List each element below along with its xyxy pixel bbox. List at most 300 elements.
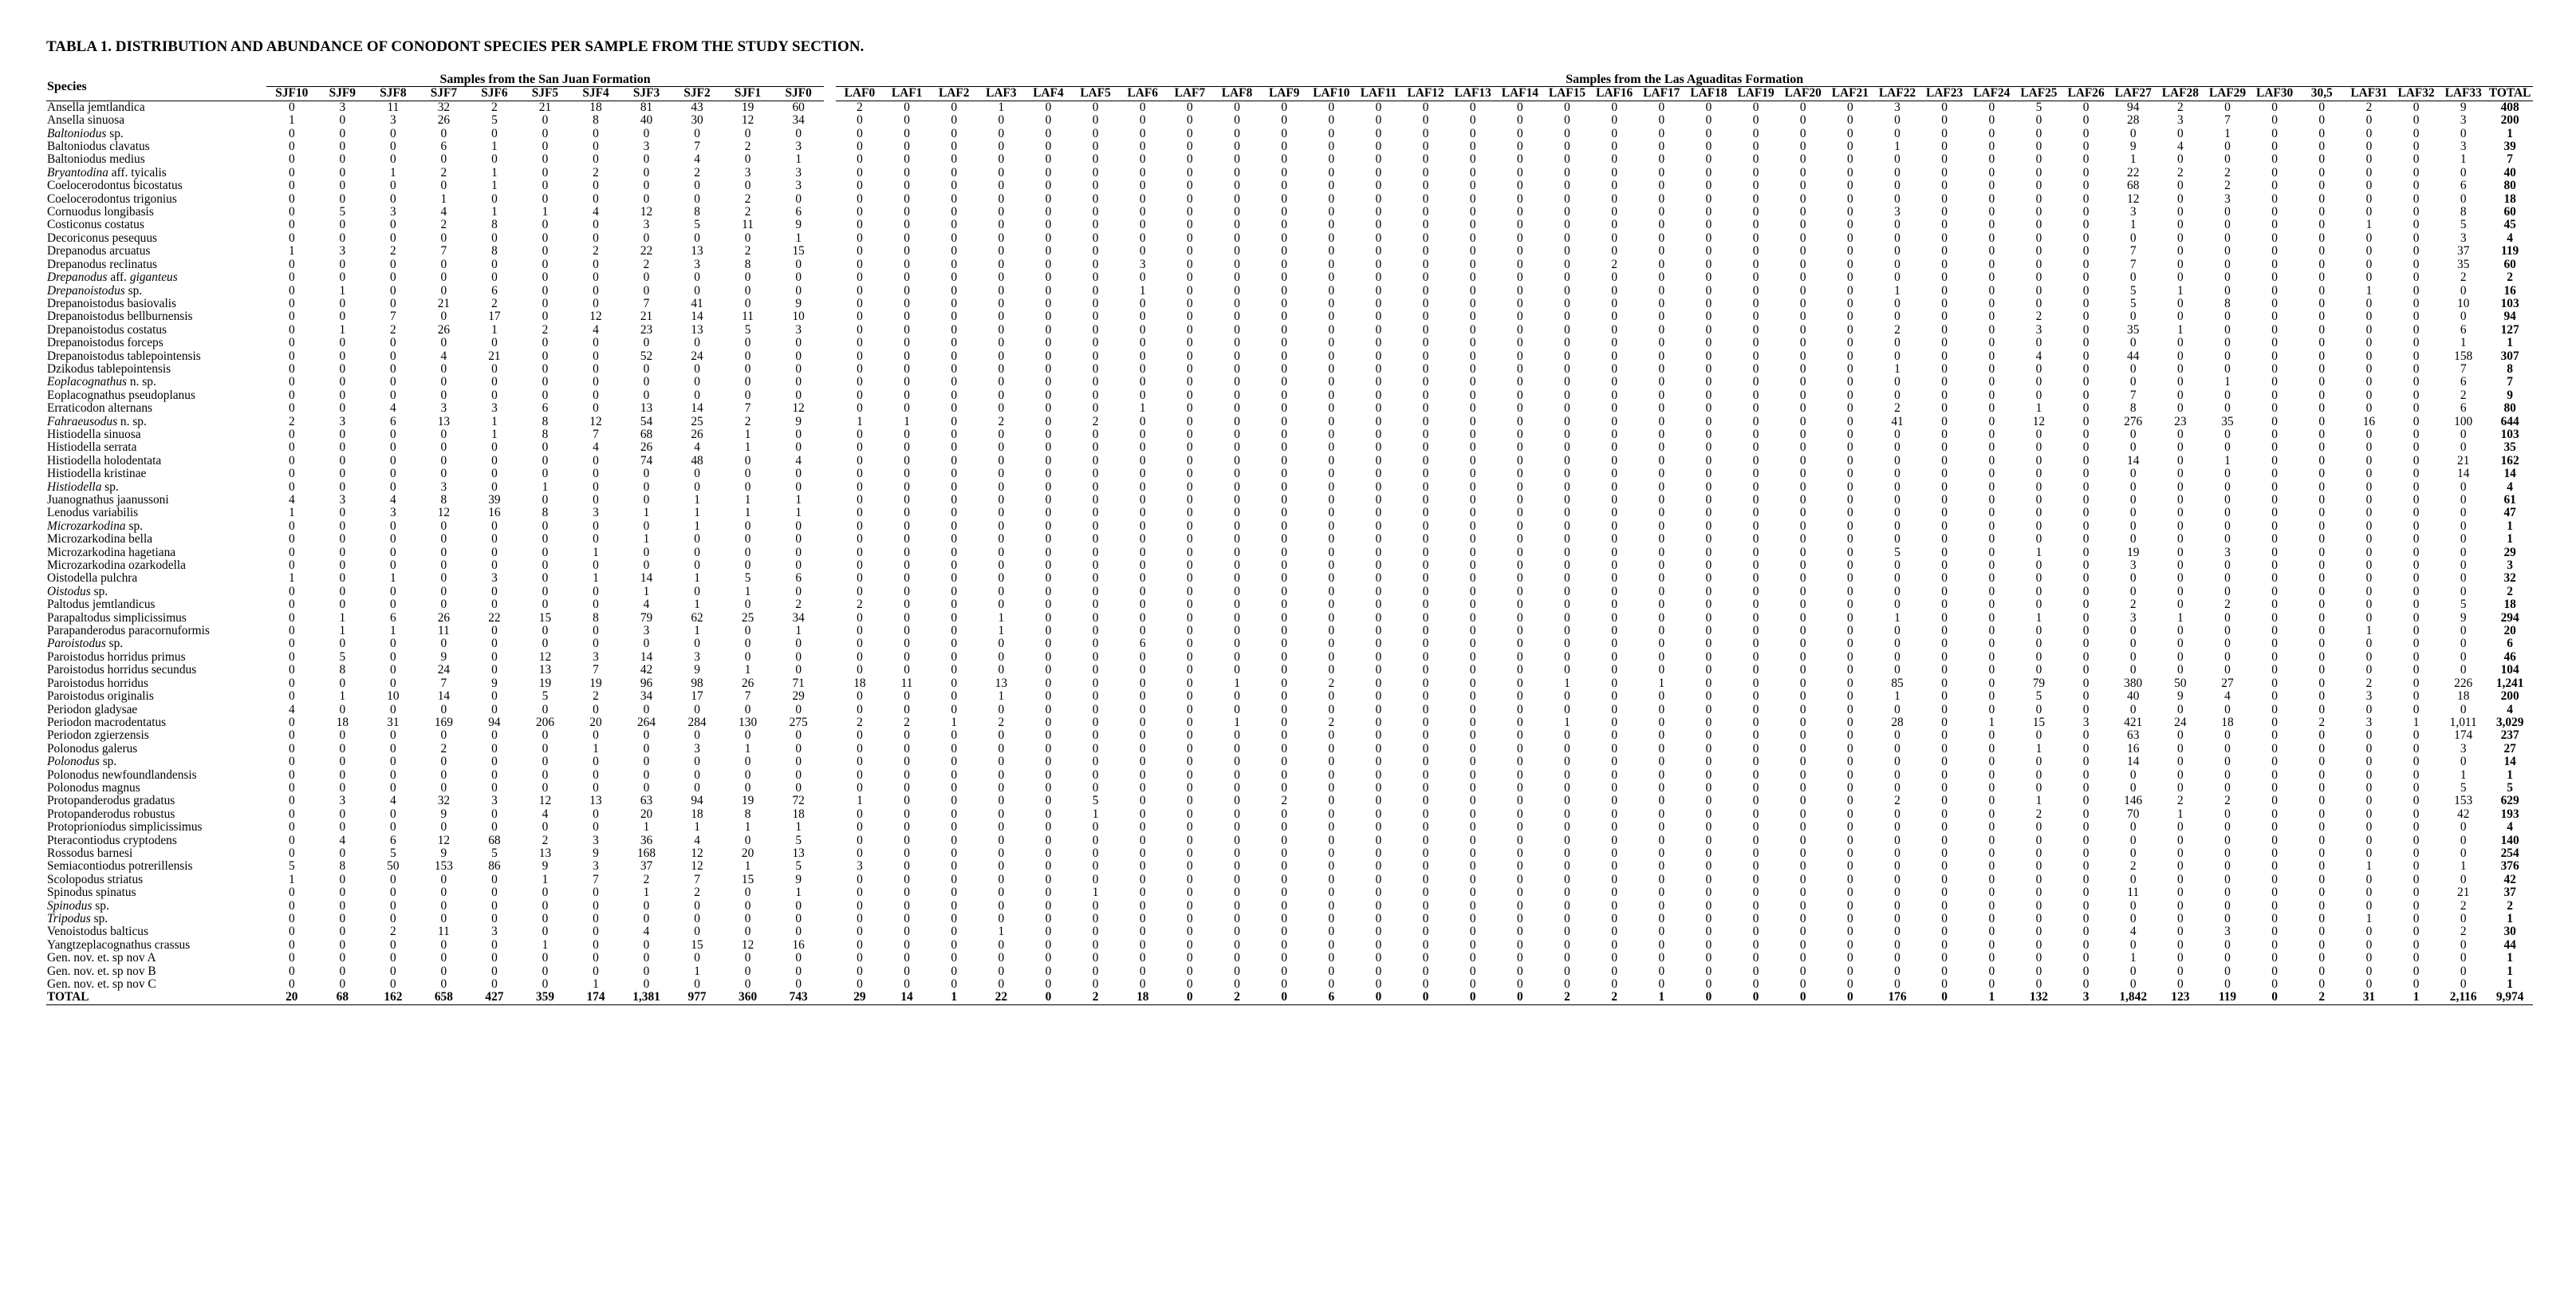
count-cell: 0 [1988,219,1995,232]
count-cell: 0 [288,559,295,573]
count-cell: 1 [795,507,802,520]
count-cell: 0 [795,546,802,559]
count-cell: 0 [339,271,346,285]
count-cell: 0 [1281,873,1288,886]
count-cell: 0 [1139,114,1146,128]
count-cell: 0 [1234,402,1240,416]
count-cell: 0 [1092,297,1099,310]
count-cell: 0 [1847,376,1853,389]
count-cell: 0 [2365,572,2373,586]
count-cell: 0 [1941,180,1948,193]
count-cell: 0 [2413,611,2420,625]
count-cell: 0 [1705,310,1712,324]
count-cell: 0 [390,756,396,769]
count-cell: 0 [1092,703,1099,716]
count-cell: 0 [2413,546,2420,559]
count-cell: 0 [2224,271,2231,285]
count-cell: 0 [2271,480,2278,494]
count-cell: 0 [1281,166,1288,180]
count-cell: 0 [1469,231,1476,245]
column-header: LAF25 [2015,87,2062,101]
count-cell: 0 [2318,703,2326,716]
count-cell: 0 [1658,965,1665,978]
count-cell: 0 [2035,978,2042,992]
count-cell: 0 [904,938,910,952]
count-cell: 0 [1517,284,1523,298]
count-cell: 0 [1517,690,1523,704]
column-header: SJF4 [570,87,621,101]
count-cell: 0 [857,925,863,939]
group-gap [824,808,836,821]
count-cell: 0 [1375,625,1382,638]
count-cell: 12 [691,860,703,874]
count-cell: 0 [1469,965,1476,978]
count-cell: 0 [2082,899,2090,913]
count-cell: 0 [2177,271,2184,285]
count-cell: 0 [1281,978,1288,992]
count-cell: 0 [339,258,346,271]
count-cell: 0 [795,781,802,795]
count-cell: 35 [2457,258,2470,271]
count-cell: 0 [1328,153,1335,167]
count-cell: 0 [1799,611,1806,625]
count-cell: 0 [1517,468,1523,481]
count-cell: 1 [1564,677,1570,690]
count-cell: 0 [339,507,346,520]
count-cell: 0 [1517,925,1523,939]
count-cell: 0 [2271,690,2278,704]
species-name: Microzarkodina sp. [47,519,143,533]
count-cell: 0 [542,821,549,835]
count-cell: 276 [2124,415,2143,428]
count-cell: 14 [640,572,653,586]
count-cell: 0 [1281,192,1288,206]
count-cell: 0 [1847,703,1853,716]
count-cell: 0 [1139,742,1146,756]
count-cell: 0 [2082,821,2090,835]
count-cell: 0 [904,284,910,298]
count-cell: 0 [998,362,1005,376]
count-cell: 0 [2035,376,2042,389]
count-cell: 0 [2224,821,2231,835]
count-cell: 4 [440,206,447,219]
count-cell: 0 [1517,637,1523,651]
count-cell: 0 [1234,703,1240,716]
count-cell: 0 [1705,952,1712,965]
count-cell: 0 [1847,965,1853,978]
count-cell: 0 [440,572,447,586]
count-cell: 123 [2157,991,2204,1004]
count-cell: 0 [2318,127,2326,140]
count-cell: 0 [1328,886,1335,900]
count-cell: 16 [2127,742,2140,756]
count-cell: 8 [339,664,346,677]
count-cell: 0 [288,258,295,271]
column-header: LAF13 [1449,87,1496,101]
count-cell: 1 [744,821,751,835]
count-cell: 0 [1187,258,1193,271]
count-cell: 0 [2365,180,2373,193]
count-cell: 42 [2457,807,2470,821]
count-cell: 0 [491,664,498,677]
count-cell: 0 [1045,428,1052,441]
count-cell: 12 [589,415,602,428]
count-cell: 0 [1705,546,1712,559]
count-cell: 0 [1281,781,1288,795]
count-cell: 0 [694,899,700,913]
count-cell: 0 [288,376,295,389]
count-cell: 0 [2177,846,2184,860]
count-cell: 0 [951,402,958,416]
count-cell: 0 [593,454,599,468]
count-cell: 21 [640,310,653,324]
species-name: Polonodus magnus [47,781,140,795]
count-cell: 0 [339,376,346,389]
count-cell: 0 [1799,153,1806,167]
count-cell: 0 [1045,821,1052,835]
count-cell: 0 [2177,664,2184,677]
count-cell: 0 [1799,834,1806,847]
count-cell: 0 [1328,965,1335,978]
count-cell: 0 [1799,742,1806,756]
count-cell: 0 [795,637,802,651]
count-cell: 0 [440,376,447,389]
count-cell: 3 [339,101,346,114]
count-cell: 0 [1988,690,1995,704]
count-cell: 0 [1234,781,1240,795]
count-cell: 0 [1328,598,1335,612]
count-cell: 0 [2035,598,2042,612]
count-cell: 0 [1752,519,1759,533]
table-row [46,743,2533,756]
count-cell: 0 [2271,389,2278,402]
count-cell: 0 [1045,913,1052,925]
count-cell: 0 [1799,756,1806,769]
count-cell: 0 [1281,637,1288,651]
count-cell: 0 [1941,834,1948,847]
count-cell: 0 [1705,323,1712,337]
count-cell: 0 [998,310,1005,324]
count-cell: 0 [440,231,447,245]
count-cell: 0 [1847,454,1853,468]
count-cell: 0 [390,637,396,651]
count-cell: 0 [2413,507,2420,520]
count-cell: 0 [2413,310,2420,324]
count-cell: 0 [2082,192,2090,206]
count-cell: 2 [904,716,910,729]
count-cell: 0 [491,756,498,769]
count-cell: 0 [542,952,549,965]
count-cell: 85 [1891,677,1904,690]
count-cell: 1 [795,494,802,507]
count-cell: 0 [288,166,295,180]
count-cell: 6 [390,611,396,625]
count-cell: 0 [2082,795,2090,808]
count-cell: 0 [1564,376,1570,389]
count-cell: 0 [2035,938,2042,952]
count-cell: 0 [1422,611,1429,625]
count-cell: 0 [1139,598,1146,612]
count-cell: 0 [1611,677,1618,690]
count-cell: 0 [1847,494,1853,507]
count-cell: 0 [593,468,599,481]
count-cell: 0 [339,231,346,245]
count-cell: 0 [1611,559,1618,573]
count-cell: 0 [2082,454,2090,468]
count-cell: 0 [1469,454,1476,468]
count-cell: 0 [2082,507,2090,520]
count-cell: 86 [488,860,501,874]
count-cell: 0 [1469,598,1476,612]
count-cell: 32 [437,101,451,114]
count-cell: 0 [1988,846,1995,860]
count-cell: 0 [1281,245,1288,258]
count-cell: 0 [1611,886,1618,900]
count-cell: 0 [339,127,346,140]
count-cell: 0 [2318,454,2326,468]
count-cell: 0 [1799,402,1806,416]
group-gap [824,324,836,337]
count-cell: 0 [1894,389,1900,402]
count-cell: 0 [1234,807,1240,821]
count-cell: 0 [1281,297,1288,310]
count-cell: 0 [744,271,751,285]
count-cell: 0 [1517,899,1523,913]
count-cell: 3 [440,480,447,494]
count-cell: 0 [1564,153,1570,167]
total-cell: 200 [2500,690,2519,704]
count-cell: 0 [440,965,447,978]
count-cell: 0 [1139,729,1146,743]
count-cell: 13 [691,323,703,337]
count-cell: 1 [643,533,650,546]
count-cell: 0 [2365,598,2373,612]
count-cell: 977 [672,991,723,1004]
count-cell: 0 [1564,585,1570,598]
count-cell: 0 [1705,468,1712,481]
count-cell: 0 [2082,180,2090,193]
count-cell: 0 [1941,231,1948,245]
count-cell: 0 [1611,507,1618,520]
count-cell: 0 [593,389,599,402]
count-cell: 0 [1375,480,1382,494]
count-cell: 0 [1611,402,1618,416]
count-cell: 0 [1234,952,1240,965]
count-cell: 0 [1045,873,1052,886]
count-cell: 19 [538,677,552,690]
count-cell: 0 [1045,349,1052,363]
count-cell: 0 [904,231,910,245]
species-name: Microzarkodina hagetiana [47,546,176,559]
count-cell: 0 [795,585,802,598]
count-cell: 0 [1705,271,1712,285]
count-cell: 0 [1941,978,1948,992]
count-cell: 0 [744,231,751,245]
count-cell: 0 [1847,546,1853,559]
count-cell: 0 [1705,297,1712,310]
count-cell: 0 [1234,598,1240,612]
count-cell: 0 [904,611,910,625]
count-cell: 0 [998,729,1005,743]
species-name: Drepanoistodus tablepointensis [47,349,201,363]
count-cell: 0 [1658,860,1665,874]
group-gap [824,769,836,782]
count-cell: 0 [1564,519,1570,533]
count-cell: 0 [904,598,910,612]
count-cell: 0 [643,337,650,350]
count-cell: 0 [2082,834,2090,847]
count-cell: 1 [288,245,295,258]
count-cell: 0 [339,546,346,559]
count-cell: 0 [1422,546,1429,559]
count-cell: 0 [744,834,751,847]
count-cell: 2 [1281,795,1288,808]
count-cell: 0 [2413,834,2420,847]
species-name: Paroistodus horridus [47,677,148,690]
count-cell: 0 [1988,756,1995,769]
count-cell: 0 [1517,677,1523,690]
count-cell: 0 [2318,834,2326,847]
count-cell: 70 [2127,807,2140,821]
count-cell: 0 [795,768,802,782]
count-cell: 0 [1045,716,1052,729]
count-cell: 0 [288,729,295,743]
group-gap [824,363,836,376]
count-cell: 5 [744,572,751,586]
count-cell: 0 [1799,598,1806,612]
species-name: Ansella sinuosa [47,114,125,128]
count-cell: 0 [904,625,910,638]
count-cell: 1 [2177,284,2184,298]
count-cell: 0 [2413,925,2420,939]
count-cell: 0 [1941,677,1948,690]
count-cell: 0 [1611,362,1618,376]
count-cell: 0 [542,114,549,128]
count-cell: 0 [1752,677,1759,690]
count-cell: 0 [951,742,958,756]
count-cell: 0 [2082,664,2090,677]
total-cell: 7 [2507,376,2513,389]
count-cell: 0 [643,153,650,167]
count-cell: 0 [1847,899,1853,913]
count-cell: 0 [2318,231,2326,245]
count-cell: 0 [1894,899,1900,913]
count-cell: 0 [1752,362,1759,376]
count-cell: 0 [1139,166,1146,180]
count-cell: 0 [998,546,1005,559]
count-cell: 0 [1045,807,1052,821]
group-gap [824,925,836,938]
count-cell: 9 [2460,101,2467,114]
count-cell: 0 [288,637,295,651]
table-row [46,363,2533,376]
species-name: Scolopodus striatus [47,873,144,886]
count-cell: 0 [1564,533,1570,546]
count-cell: 0 [542,625,549,638]
count-cell: 1 [2365,860,2373,874]
count-cell: 0 [2413,389,2420,402]
count-cell: 0 [904,337,910,350]
count-cell: 3 [2082,716,2090,729]
count-cell: 0 [1166,991,1213,1004]
count-cell: 0 [2177,821,2184,835]
count-cell: 0 [1894,965,1900,978]
count-cell: 0 [1092,127,1099,140]
count-cell: 0 [951,965,958,978]
count-cell: 0 [1281,519,1288,533]
count-cell: 21 [488,349,501,363]
count-cell: 0 [1139,323,1146,337]
count-cell: 0 [857,349,863,363]
count-cell: 0 [2177,965,2184,978]
count-cell: 0 [1941,454,1948,468]
count-cell: 0 [1705,742,1712,756]
count-cell: 0 [2365,428,2373,441]
count-cell: 0 [795,519,802,533]
count-cell: 1 [2460,860,2467,874]
count-cell: 21 [2457,886,2470,900]
count-cell: 0 [1705,572,1712,586]
count-cell: 1 [542,938,549,952]
count-cell: 0 [2271,337,2278,350]
count-cell: 6 [795,572,802,586]
count-cell: 0 [1752,153,1759,167]
count-cell: 0 [1375,978,1382,992]
count-cell: 0 [1941,310,1948,324]
count-cell: 0 [1611,925,1618,939]
count-cell: 0 [1799,795,1806,808]
count-cell: 0 [1705,441,1712,455]
count-cell: 12 [437,507,451,520]
count-cell: 0 [339,166,346,180]
count-cell: 0 [1469,873,1476,886]
count-cell: 0 [2177,206,2184,219]
count-cell: 0 [2177,938,2184,952]
count-cell: 2 [491,101,498,114]
count-cell: 0 [2177,572,2184,586]
count-cell: 0 [744,349,751,363]
count-cell: 0 [390,742,396,756]
count-cell: 0 [1092,376,1099,389]
count-cell: 0 [1281,402,1288,416]
count-cell: 7 [2129,258,2137,271]
count-cell: 0 [1139,703,1146,716]
count-cell: 1 [795,231,802,245]
count-cell: 0 [904,349,910,363]
count-cell: 0 [1517,519,1523,533]
count-cell: 0 [1847,742,1853,756]
count-cell: 0 [744,637,751,651]
count-cell: 0 [1847,519,1853,533]
count-cell: 0 [1328,310,1335,324]
count-cell: 0 [1752,180,1759,193]
count-cell: 0 [1187,952,1193,965]
count-cell: 0 [2035,127,2042,140]
count-cell: 0 [2129,913,2137,925]
count-cell: 0 [1092,768,1099,782]
table-row [46,782,2533,795]
count-cell: 34 [792,611,805,625]
count-cell: 0 [491,337,498,350]
count-cell: 3 [795,323,802,337]
count-cell: 0 [1281,468,1288,481]
count-cell: 0 [998,376,1005,389]
count-cell: 0 [1422,284,1429,298]
count-cell: 0 [1752,938,1759,952]
count-cell: 0 [1234,637,1240,651]
count-cell: 0 [288,140,295,154]
count-cell: 0 [2224,507,2231,520]
